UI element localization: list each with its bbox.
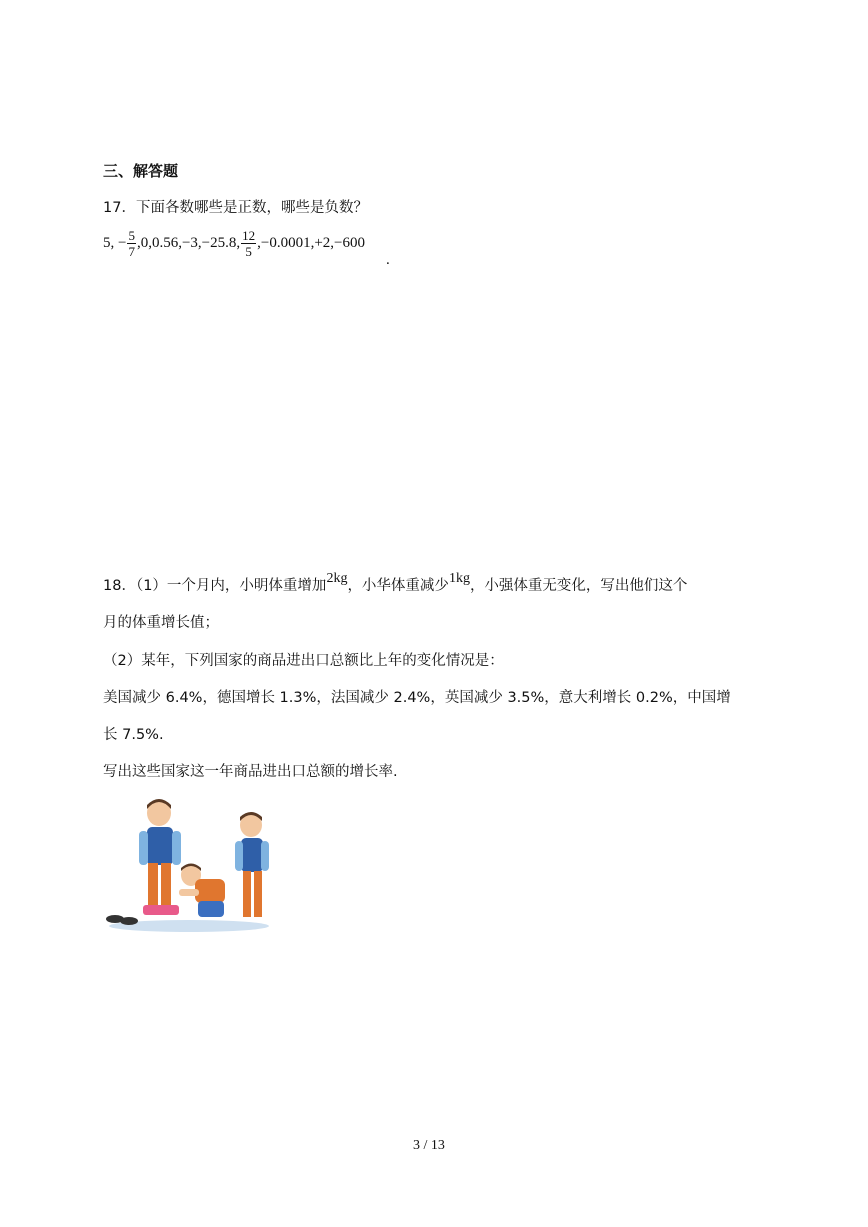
fraction-numerator: 12 xyxy=(242,228,256,243)
q18-task: 写出这些国家这一年商品进出口总额的增长率. xyxy=(103,764,398,780)
page-number: 3 / 13 xyxy=(413,1138,445,1153)
q17-numbers-part2: ,0,0.56,−3,−25.8, xyxy=(136,234,241,251)
fraction-numerator: 5 xyxy=(128,228,135,243)
q18-countries-line2: 长 7.5%. xyxy=(103,727,164,743)
q17-number-list xyxy=(103,228,365,259)
q18-line1 xyxy=(103,571,688,595)
q17-question: 17．下面各数哪些是正数，哪些是负数？ xyxy=(103,200,368,216)
fraction-denominator: 7 xyxy=(128,244,135,259)
q18-line2: 月的体重增长值； xyxy=(103,615,219,631)
right-boy-figure xyxy=(235,812,269,917)
fraction-12-5 xyxy=(241,228,256,259)
fraction-5-7 xyxy=(127,228,136,259)
q17-numbers-part3: ,−0.0001,+2,−600 xyxy=(257,234,366,251)
kneeling-boy-figure xyxy=(179,864,225,918)
q17-numbers-part1: 5, − xyxy=(103,234,127,251)
q18-line1-b: ，小华体重减少 xyxy=(347,578,449,594)
left-boy-figure xyxy=(139,799,181,915)
q18-countries-line1: 美国减少 6.4%，德国增长 1.3%，法国减少 2.4%，英国减少 3.5%，意大利增长 0.2%，中国增 xyxy=(103,690,731,706)
q18-line1-a: 18．（1）一个月内，小明体重增加 xyxy=(103,578,327,594)
weighing-illustration xyxy=(103,793,275,935)
q18-part2-intro: （2）某年，下列国家的商品进出口总额比上年的变化情况是： xyxy=(103,653,504,669)
shoes-icon xyxy=(106,915,138,925)
q18-line1-c: ，小强体重无变化，写出他们这个 xyxy=(469,578,688,594)
fraction-denominator: 5 xyxy=(245,244,252,259)
weight-gain-value: 2kg xyxy=(326,571,348,586)
section-title: 三、解答题 xyxy=(103,162,179,180)
weight-loss-value: 1kg xyxy=(448,571,470,586)
q17-period: . xyxy=(386,252,390,268)
